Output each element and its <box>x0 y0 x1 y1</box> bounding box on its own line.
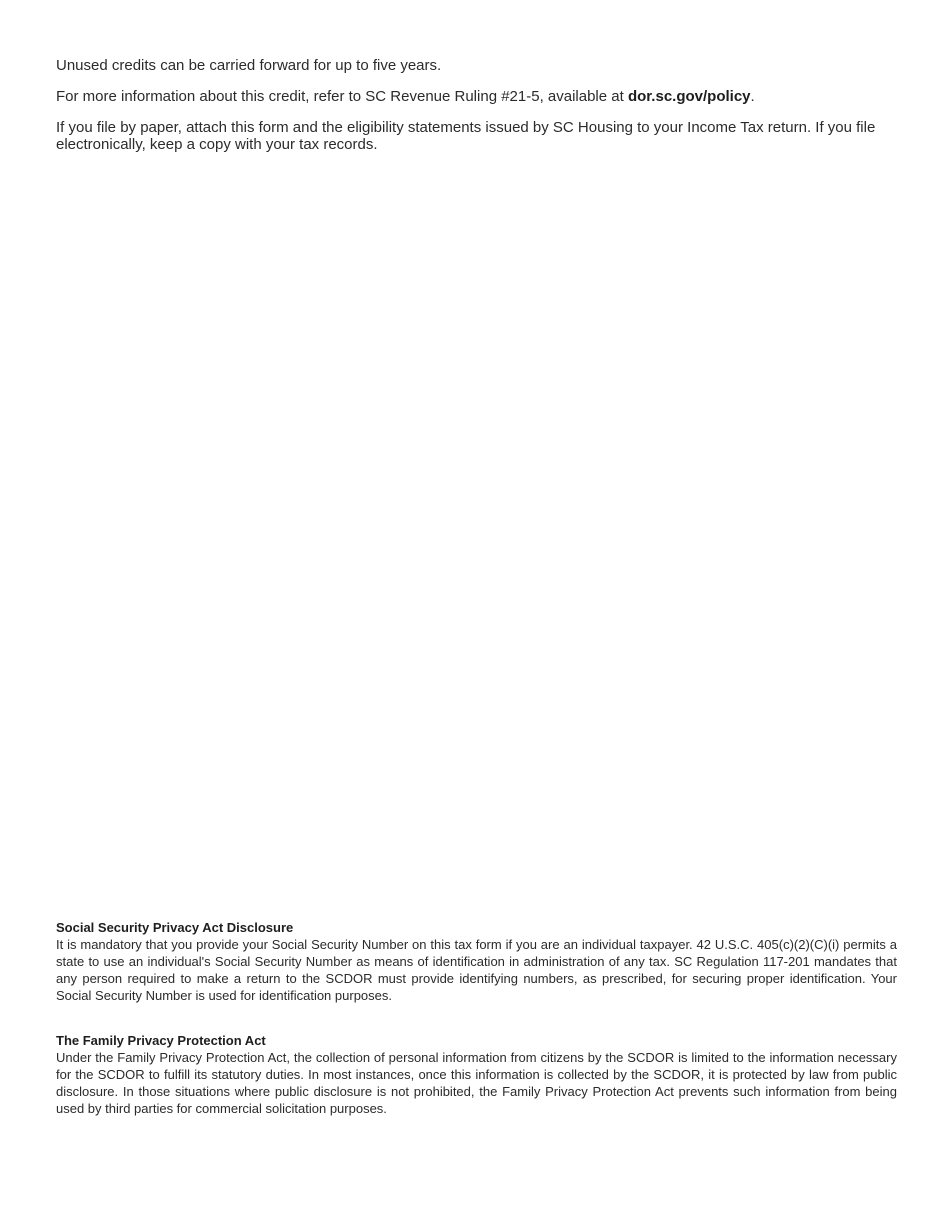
family-privacy-section <box>56 1032 897 1117</box>
family-privacy-heading: The Family Privacy Protection Act <box>56 1033 266 1048</box>
filing-text: If you file by paper, attach this form and the eligibility statements issued by SC Housing to your Income Tax return. If you file electronically, keep a copy with your tax records. <box>56 119 876 153</box>
more-info-prefix: For more information about this credit, refer to SC Revenue Ruling #21-5, available at <box>56 88 628 105</box>
ssn-disclosure-heading: Social Security Privacy Act Disclosure <box>56 920 294 935</box>
ssn-disclosure-body: It is mandatory that you provide your Social Security Number on this tax form if you are an individual taxpayer. 42 U.S.C. 405(c)(2)(C)(i) permits a state to use an individual's Social Security Number as means of identification in administration of any tax. SC Regulation 117-201 mandates that any person required to make a return to the SCDOR must provide identifying numbers, as prescribed, for securing proper identification. Your Social Security Number is used for identification purposes. <box>56 937 897 1003</box>
instructions-section <box>56 57 896 167</box>
more-info-suffix: . <box>750 88 755 105</box>
carryforward-text: Unused credits can be carried forward for up to five years. <box>56 57 442 74</box>
more-info-text <box>56 88 896 105</box>
policy-link[interactable]: dor.sc.gov/policy <box>627 88 751 105</box>
family-privacy-body: Under the Family Privacy Protection Act, the collection of personal information from citizens by the SCDOR is limited to the information necessary for the SCDOR to fulfill its statutory duties. In most instances, once this information is collected by the SCDOR, it is protected by law from public disclosure. In those situations where public disclosure is not prohibited, the Family Privacy Protection Act prevents such information from being used by third parties for commercial solicitation purposes. <box>56 1050 897 1116</box>
ssn-disclosure-section <box>56 919 897 1004</box>
